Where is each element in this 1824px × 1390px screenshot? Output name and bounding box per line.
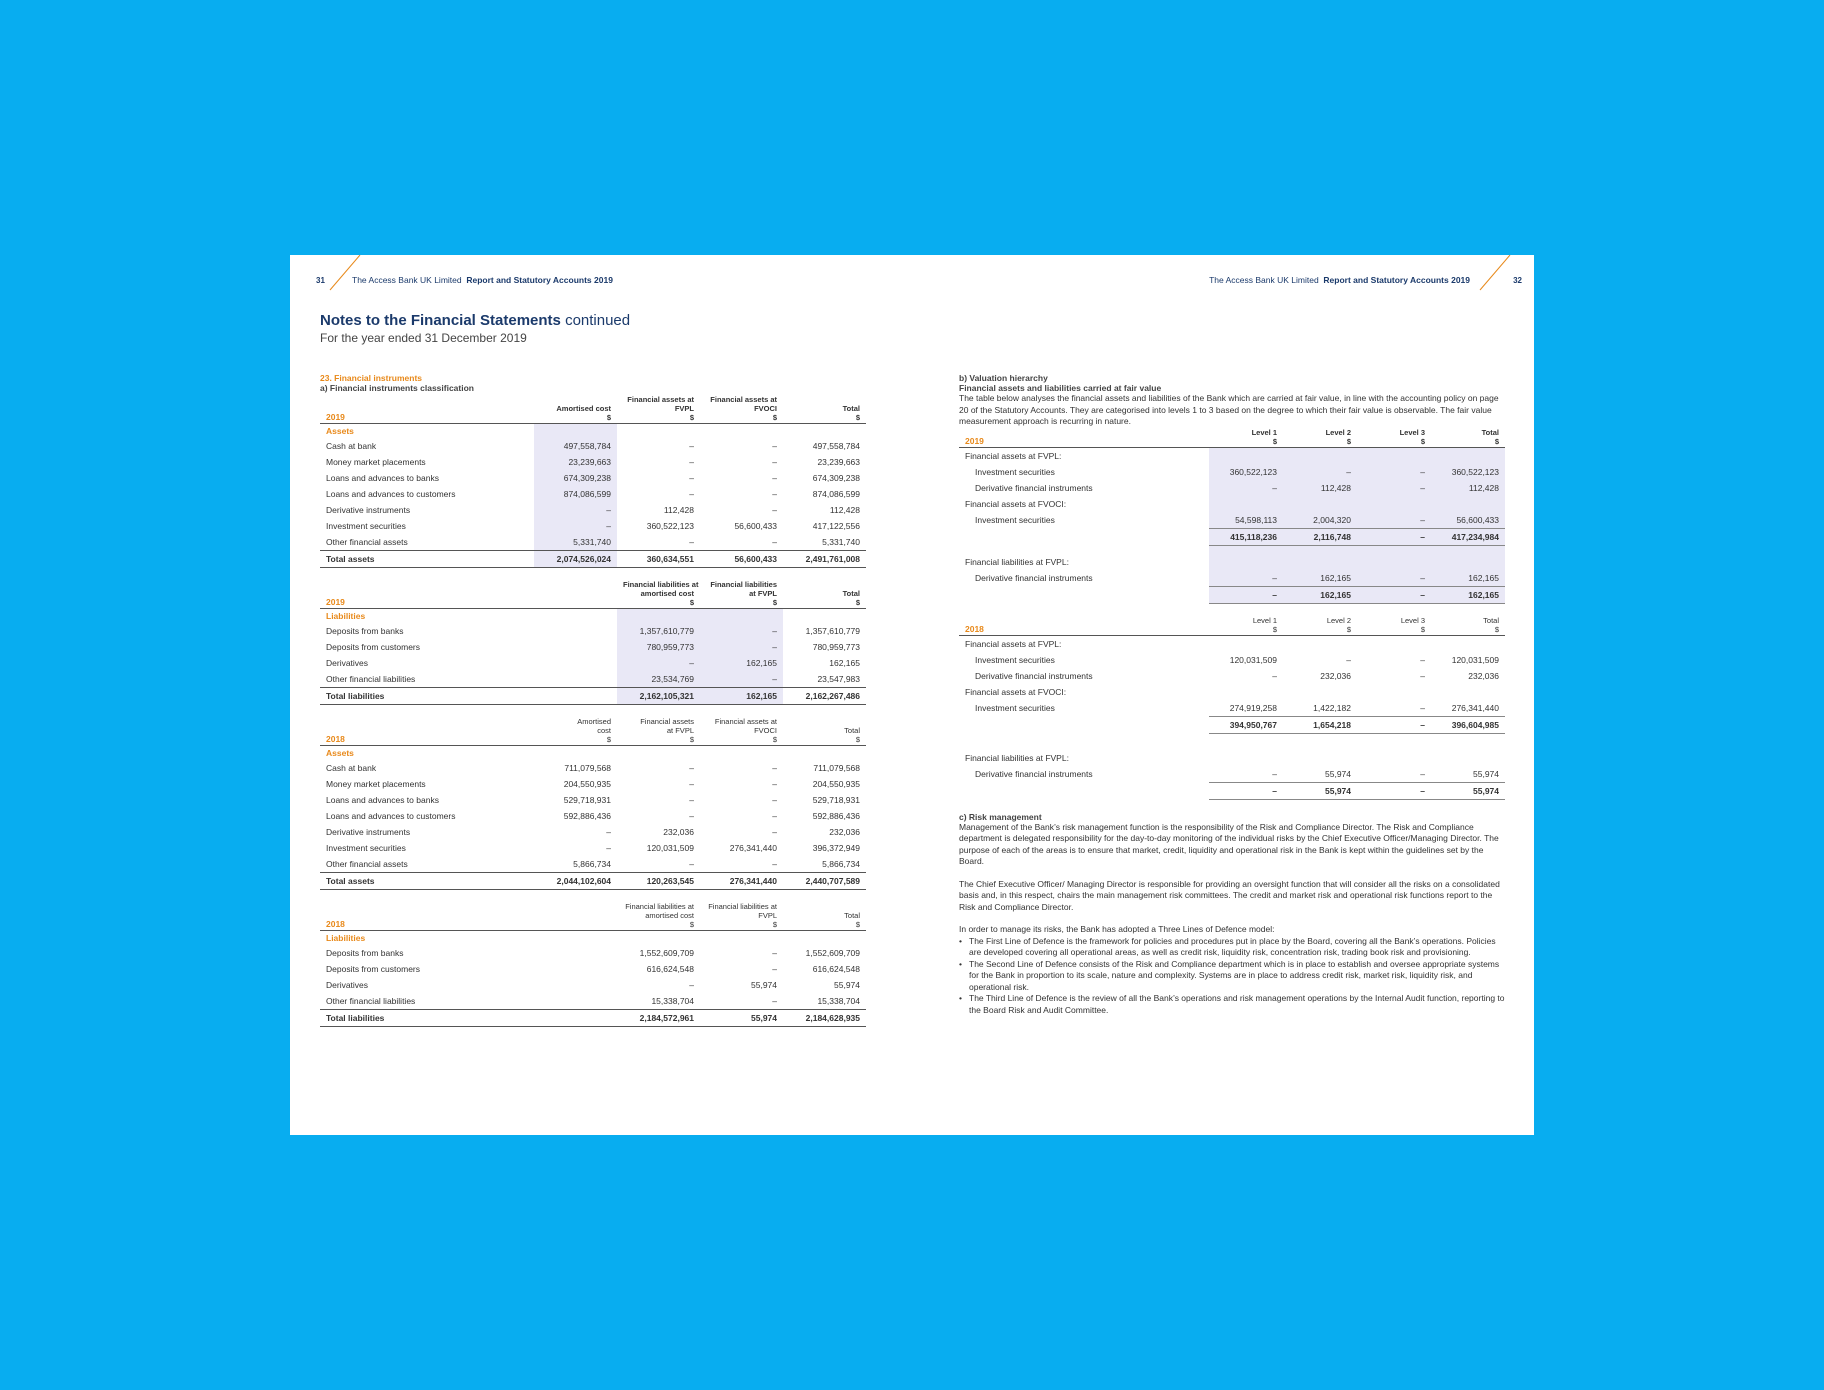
table-row: Investment securities 274,919,258 1,422,182 – 276,341,440 — [975, 702, 1499, 713]
page-number-right: 32 — [1513, 276, 1522, 285]
table-row: Money market placements 204,550,935 – – 204,550,935 — [326, 779, 860, 789]
table-row: Investment securities – 360,522,123 56,600,433 417,122,556 — [320, 518, 866, 534]
subtotal-row: – 55,974 – 55,974 — [959, 782, 1505, 799]
note-title: 23. Financial instruments — [320, 373, 423, 383]
table-row: Cash at bank 497,558,784 – – 497,558,784 — [320, 438, 866, 454]
col-header: Financial assets at FVOCI $ — [700, 395, 783, 424]
table-row: Investment securities 360,522,123 – – 360,522,123 — [959, 464, 1505, 480]
col-header: Level 1 $ — [1209, 616, 1283, 636]
table-row: Cash at bank 711,079,568 – – 711,079,568 — [326, 763, 860, 773]
table-row: Loans and advances to banks 529,718,931 – – 529,718,931 — [326, 795, 860, 805]
table-row: Derivative financial instruments – 112,428 – 112,428 — [959, 480, 1505, 496]
col-header: Total $ — [783, 580, 866, 609]
table-2019-assets — [320, 395, 866, 568]
table-row: Derivative instruments – 112,428 – 112,428 — [320, 502, 866, 518]
page-title: Notes to the Financial Statements continued — [320, 312, 631, 329]
list-item: • The First Line of Defence is the framework for policies and procedures put in place by the Board, covering all the Bank’s operations. Policies are developed covering all operational areas, as well as credit risk, liquidity risk, concentration risk, trading book risk and provisioning. — [969, 936, 1505, 959]
total-row: Total assets 2,074,526,024 360,634,551 56,600,433 2,491,761,008 — [320, 551, 866, 568]
col-header: Financial assets at FVOCI $ — [700, 717, 783, 746]
risk-paragraph: In order to manage its risks, the Bank has adopted a Three Lines of Defence model: — [959, 924, 1275, 934]
table-row: Derivative financial instruments – 55,974 – 55,974 — [975, 768, 1499, 779]
col-header: Total $ — [783, 902, 866, 931]
year-label: 2019 — [320, 395, 534, 424]
col-header: Level 1 $ — [1209, 428, 1283, 448]
risk-paragraph: Management of the Bank’s risk management function is the responsibility of the Risk and Compliance Director. The Risk and Compliance department is delegated responsibility for the day-to-day monitoring of the individual risks by the Chief Executive Officer/Managing Director. The purpose of each of the areas is to ensure that market, credit, liquidity and operational risk in the Bank is kept within the guidelines set by the Board. — [959, 821, 1499, 866]
table-row: Financial assets at FVOCI: — [959, 496, 1505, 512]
col-header: Total $ — [783, 395, 866, 424]
subtotal-row: 394,950,767 1,654,218 – 396,604,985 — [959, 716, 1505, 733]
year-label: 2018 — [320, 717, 534, 746]
col-header: Financial assets at FVPL $ — [617, 395, 700, 424]
table-row: Financial liabilities at FVPL: — [959, 554, 1505, 570]
page-number-left: 31 — [316, 276, 325, 285]
table-valuation-2018 — [959, 616, 1505, 800]
list-item: • The Third Line of Defence is the review of all the Bank’s operations and risk management operations by the Internal Audit function, reporting to the Board Risk and Audit Committee. — [969, 993, 1505, 1016]
valuation-title: b) Valuation hierarchy — [959, 373, 1048, 383]
table-row: Financial liabilities at FVPL: — [965, 752, 1069, 763]
col-header: Level 2 $ — [1283, 428, 1357, 448]
table-row: Financial assets at FVPL: — [959, 447, 1505, 464]
table-row: Financial assets at FVOCI: — [965, 686, 1067, 697]
table-row: Other financial liabilities 15,338,704 – 15,338,704 — [326, 996, 860, 1006]
col-header: Amortised cost $ — [534, 717, 617, 746]
report-spread — [290, 255, 1534, 1135]
group-label: Liabilities — [326, 611, 366, 621]
table-row: Loans and advances to banks 674,309,238 – – 674,309,238 — [320, 470, 866, 486]
orange-slash-left — [328, 255, 362, 291]
col-header: Financial liabilities at FVPL $ — [700, 902, 783, 931]
running-header-left: The Access Bank UK Limited Report and Statutory Accounts 2019 — [352, 275, 613, 285]
col-header: Total $ — [783, 717, 866, 746]
total-row: Total liabilities 2,184,572,961 55,974 2,184,628,935 — [320, 1010, 866, 1027]
group-label: Assets — [326, 748, 354, 758]
col-header: Financial liabilities at amortised cost $ — [617, 580, 700, 609]
total-row: Total assets 2,044,102,604 120,263,545 276,341,440 2,440,707,589 — [320, 873, 866, 890]
table-row: Other financial assets 5,866,734 – – 5,866,734 — [326, 859, 860, 869]
col-header: Level 3 $ — [1357, 428, 1431, 448]
table-row: Derivative financial instruments – 162,165 – 162,165 — [959, 570, 1505, 587]
table-row: Deposits from customers 780,959,773 – 780,959,773 — [320, 639, 866, 655]
table-row: Deposits from customers 616,624,548 – 616,624,548 — [326, 964, 860, 974]
col-header: Financial liabilities at FVPL $ — [700, 580, 783, 609]
valuation-subtitle: Financial assets and liabilities carried at fair value — [959, 383, 1162, 393]
table-row: Derivative financial instruments – 232,036 – 232,036 — [975, 670, 1499, 681]
col-header: Level 3 $ — [1357, 616, 1431, 636]
year-label: 2018 — [959, 616, 1209, 636]
table-2019-liabilities — [320, 580, 866, 705]
table-2018-liabilities — [320, 902, 866, 1027]
defence-lines-list — [959, 936, 1505, 1017]
note-subtitle: a) Financial instruments classification — [320, 383, 474, 393]
table-valuation-2019 — [959, 428, 1505, 604]
table-row: Derivatives – 55,974 55,974 — [326, 980, 860, 990]
left-page-content — [320, 373, 866, 1027]
col-header: Total $ — [1431, 428, 1505, 448]
col-header: Financial assets at FVPL $ — [617, 717, 700, 746]
col-header: Financial liabilities at amortised cost $ — [617, 902, 700, 931]
year-label: 2019 — [320, 580, 617, 609]
risk-paragraph: The Chief Executive Officer/ Managing Director is responsible for providing an oversight function that will consider all the risks on a consolidated basis and, in this respect, chairs the main management risk committees. The credit and market risk and operational risk functions report to the Risk and Compliance Director. — [959, 878, 1500, 912]
table-row: Derivative instruments – 232,036 – 232,036 — [326, 827, 860, 837]
table-row: Financial assets at FVPL: — [965, 638, 1062, 649]
group-label: Assets — [326, 426, 354, 436]
col-header: Level 2 $ — [1283, 616, 1357, 636]
year-label: 2019 — [959, 428, 1209, 448]
subtotal-row: – 162,165 – 162,165 — [959, 586, 1505, 603]
list-item: • The Second Line of Defence consists of the Risk and Compliance department which is in place to establish and oversee appropriate systems for the Bank in proportion to its scale, nature and complexity. Systems are in place to address credit risk, market risk, liquidity risk, and operational risk. — [969, 959, 1505, 994]
table-row: Investment securities 54,598,113 2,004,320 – 56,600,433 — [959, 512, 1505, 529]
table-row: Loans and advances to customers 592,886,436 – – 592,886,436 — [326, 811, 860, 821]
valuation-intro: The table below analyses the financial assets and liabilities of the Bank which are carried at fair value, in line with the accounting policy on page 20 of the Statutory Accounts. They are categorised into levels 1 to 3 based on the degree to which their fair value is observable. The fair value measurement approach is recurring in nature. — [959, 393, 1499, 426]
total-row: Total liabilities 2,162,105,321 162,165 2,162,267,486 — [320, 688, 866, 705]
col-header: Amortised cost $ — [534, 395, 617, 424]
table-row: Derivatives – 162,165 162,165 — [320, 655, 866, 671]
page-subtitle: For the year ended 31 December 2019 — [320, 331, 527, 345]
year-label: 2018 — [320, 902, 617, 931]
subtotal-row: 415,118,236 2,116,748 – 417,234,984 — [959, 528, 1505, 545]
group-label: Liabilities — [326, 933, 366, 943]
table-2018-assets — [320, 717, 866, 890]
table-row: Money market placements 23,239,663 – – 23,239,663 — [320, 454, 866, 470]
running-header-right: The Access Bank UK Limited Report and Statutory Accounts 2019 — [1209, 275, 1470, 285]
orange-slash-right — [1478, 255, 1512, 291]
table-row: Other financial liabilities 23,534,769 – 23,547,983 — [320, 671, 866, 688]
table-row: Deposits from banks 1,552,609,709 – 1,552,609,709 — [326, 948, 860, 958]
table-row: Investment securities 120,031,509 – – 120,031,509 — [975, 654, 1499, 665]
table-row: Deposits from banks 1,357,610,779 – 1,357,610,779 — [320, 623, 866, 639]
right-page-content — [959, 373, 1505, 1016]
table-row: Investment securities – 120,031,509 276,341,440 396,372,949 — [326, 843, 860, 853]
table-row: Loans and advances to customers 874,086,599 – – 874,086,599 — [320, 486, 866, 502]
risk-title: c) Risk management — [959, 811, 1042, 822]
table-row: Other financial assets 5,331,740 – – 5,331,740 — [320, 534, 866, 551]
col-header: Total $ — [1431, 616, 1505, 636]
